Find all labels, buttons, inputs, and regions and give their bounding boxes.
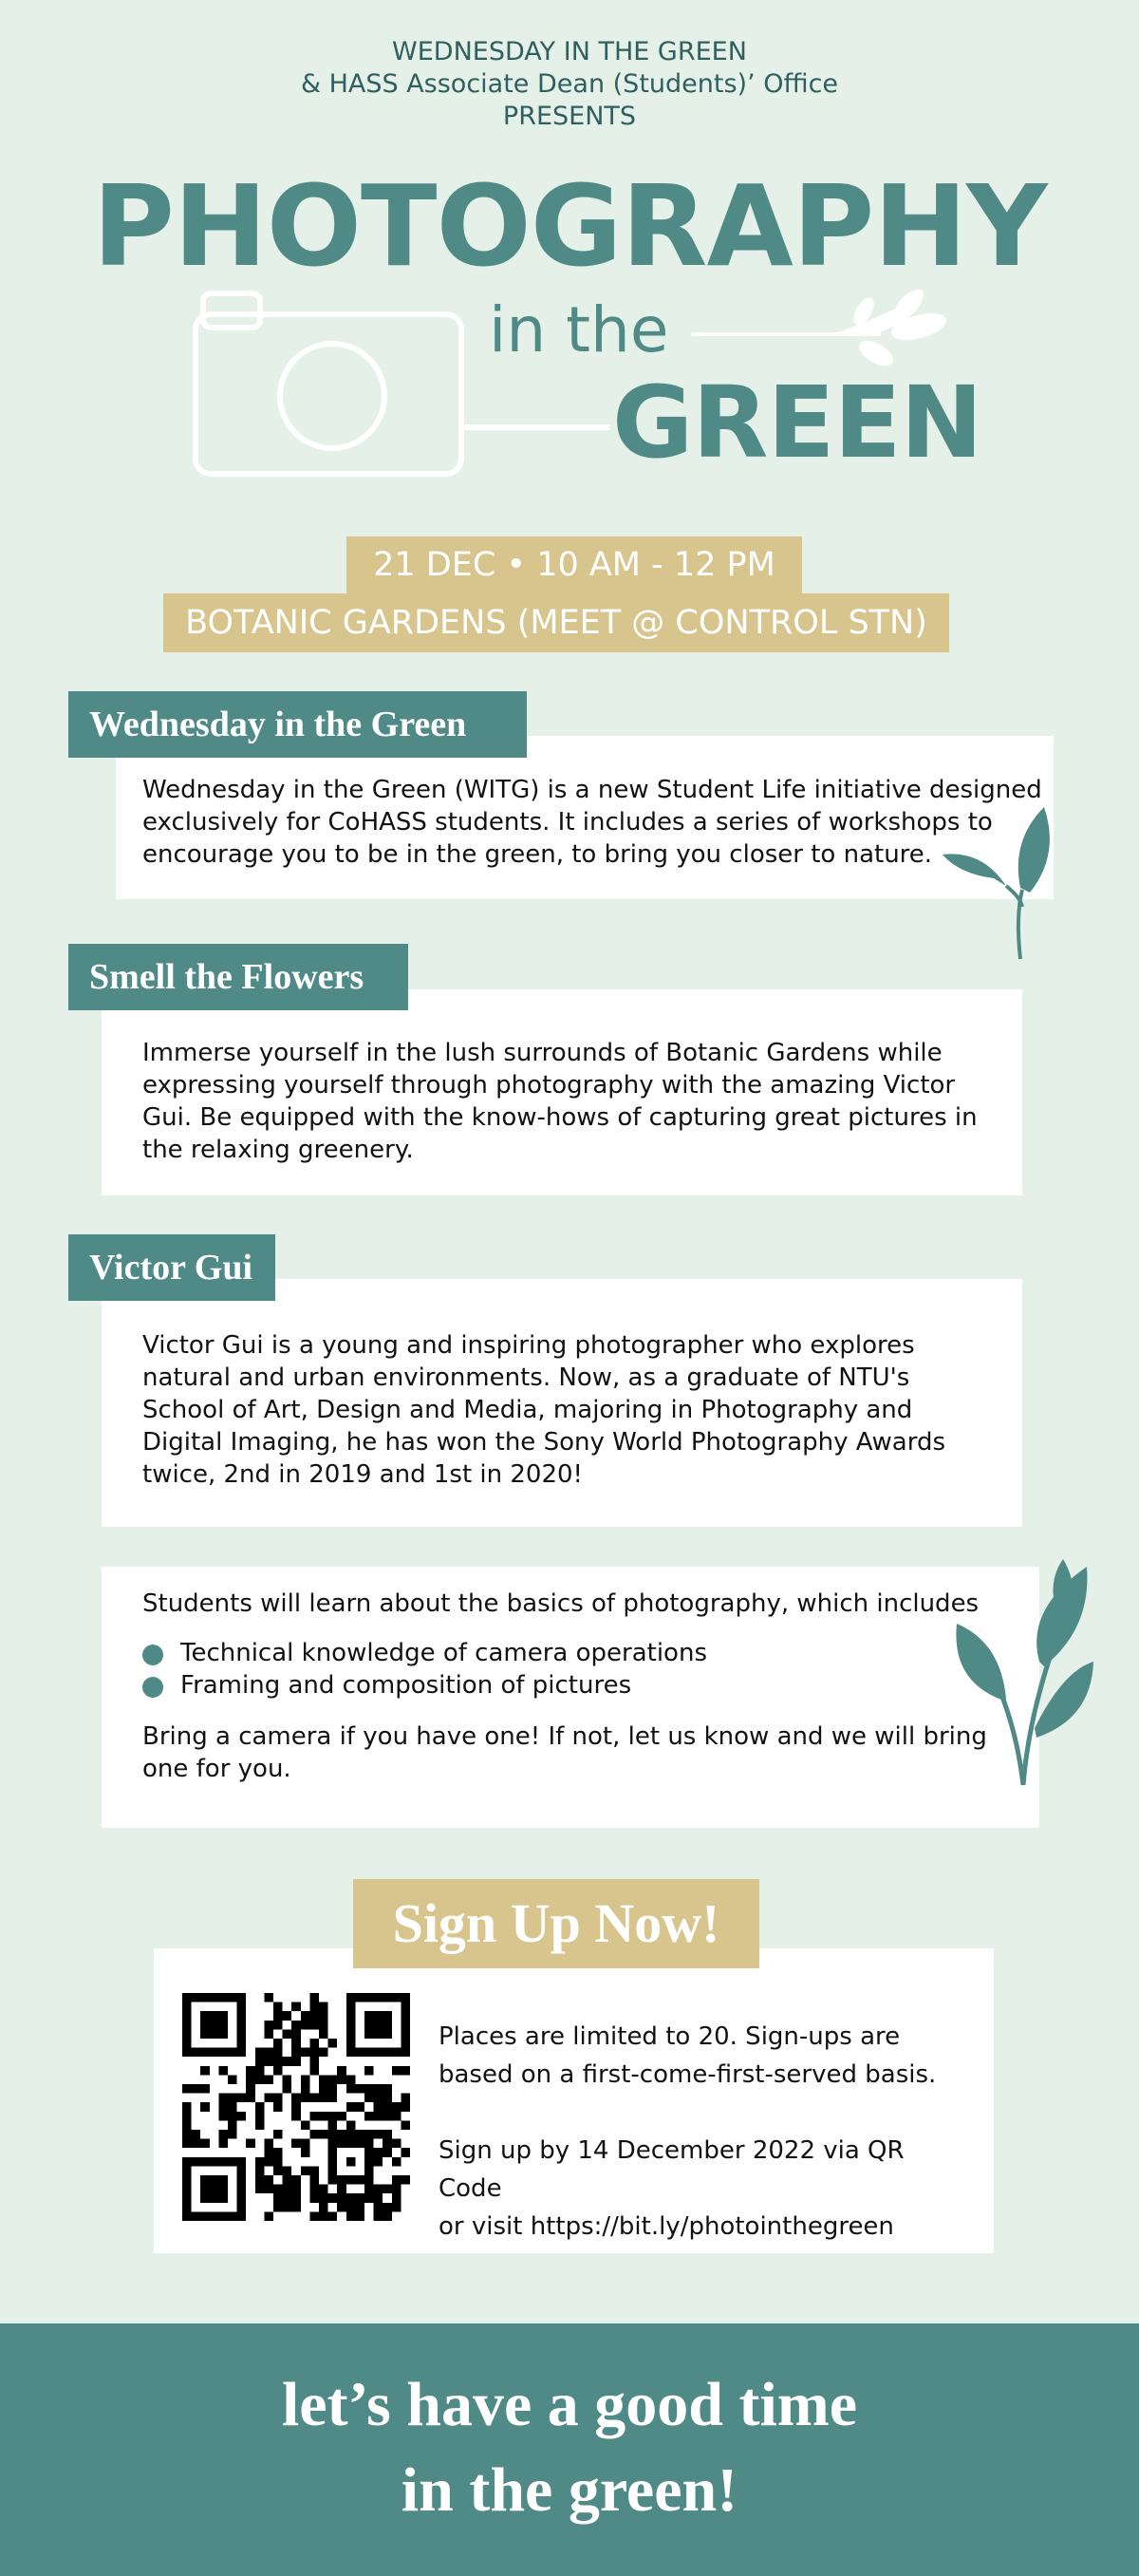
victor-line-1: Victor Gui is a young and inspiring photographer who explores	[142, 1331, 915, 1360]
flowers-card	[102, 989, 1022, 1195]
signup-title: Sign Up Now!	[353, 1879, 759, 1968]
learn-bullet-2: Framing and composition of pictures	[180, 1671, 632, 1700]
victor-line-5: twice, 2nd in 2019 and 1st in 2020!	[142, 1460, 583, 1489]
learn-outro-line-1: Bring a camera if you have one! If not, let us know and we will bring	[142, 1722, 987, 1751]
learn-outro-line-2: one for you.	[142, 1755, 291, 1783]
flowers-line-3: Gui. Be equipped with the know-hows of capturing great pictures in	[142, 1103, 978, 1132]
victor-heading: Victor Gui	[68, 1234, 275, 1301]
event-date-time: 21 DEC • 10 AM - 12 PM	[346, 536, 802, 593]
presenter-line-3: PRESENTS	[502, 102, 637, 131]
signup-line-2: based on a first-come-first-served basis.	[439, 2060, 937, 2089]
learn-list	[142, 1637, 1001, 1702]
victor-line-2: natural and urban environments. Now, as a graduate of NTU's	[142, 1363, 910, 1392]
title-in-the: in the	[489, 293, 669, 367]
signup-spacer	[439, 2094, 970, 2132]
flowers-line-4: the relaxing greenery.	[142, 1136, 414, 1164]
event-location: BOTANIC GARDENS (MEET @ CONTROL STN)	[163, 593, 949, 652]
learn-card	[102, 1567, 1039, 1828]
presenter-line-2: & HASS Associate Dean (Students)’ Office	[300, 69, 839, 99]
list-item	[142, 1669, 1001, 1702]
witg-card	[116, 736, 1054, 899]
signup-line-4[interactable]: or visit https://bit.ly/photointhegreen	[439, 2212, 894, 2241]
signup-line-3: Sign up by 14 December 2022 via QR Code	[439, 2136, 905, 2203]
flowers-line-2: expressing yourself through photography with the amazing Victor	[142, 1071, 956, 1100]
footer-text	[0, 2362, 1139, 2533]
footer-line-1: let’s have a good time	[281, 2370, 858, 2439]
leaf-icon	[935, 802, 1063, 964]
presenter-text	[0, 36, 1139, 133]
list-item	[142, 1637, 1001, 1669]
witg-line-3: encourage you to be in the green, to bring you closer to nature.	[142, 840, 933, 869]
victor-line-3: School of Art, Design and Media, majoring in Photography and	[142, 1396, 913, 1424]
signup-text	[439, 2018, 970, 2246]
title-green: GREEN	[612, 365, 982, 480]
victor-line-4: Digital Imaging, he has won the Sony World Photography Awards	[142, 1428, 946, 1457]
witg-line-2: exclusively for CoHASS students. It includes a series of workshops to	[142, 808, 993, 837]
bullet-dot-icon	[142, 1645, 163, 1665]
footer-line-2: in the green!	[401, 2455, 738, 2525]
witg-line-1: Wednesday in the Green (WITG) is a new Student Life initiative designed	[142, 776, 1042, 804]
signup-line-1: Places are limited to 20. Sign-ups are	[439, 2022, 901, 2051]
learn-bullet-1: Technical knowledge of camera operations	[180, 1639, 707, 1667]
signup-card	[154, 1948, 994, 2253]
presenter-line-1: WEDNESDAY IN THE GREEN	[392, 37, 747, 66]
learn-intro: Students will learn about the basics of photography, which includes	[142, 1589, 980, 1618]
witg-heading: Wednesday in the Green	[68, 691, 527, 758]
title-photography: PHOTOGRAPHY	[92, 160, 1047, 291]
bullet-dot-icon	[142, 1677, 163, 1698]
leaves-icon	[949, 1557, 1096, 1795]
flowers-heading: Smell the Flowers	[68, 944, 408, 1010]
qr-code-icon[interactable]	[182, 1993, 410, 2221]
victor-card	[102, 1279, 1022, 1527]
flowers-line-1: Immerse yourself in the lush surrounds of Botanic Gardens while	[142, 1039, 943, 1067]
